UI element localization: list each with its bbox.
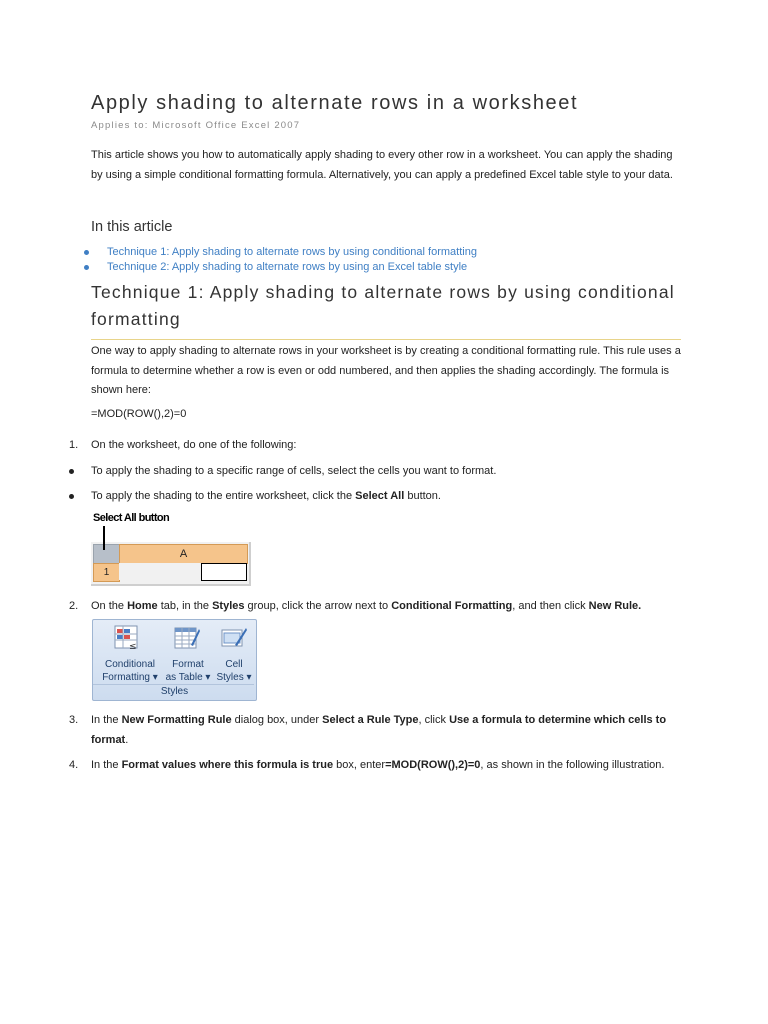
bullet-range-text: To apply the shading to a specific range of cells, select the cells you want to format. <box>91 465 497 477</box>
text-bold: Select a Rule Type <box>322 714 419 726</box>
format-as-table-dropdown[interactable]: as Table ▾ <box>165 672 211 683</box>
step-number: 2. <box>69 600 79 612</box>
text-run: To apply the shading to the entire worksheet, click the <box>91 490 356 502</box>
text-run: On the <box>91 600 128 612</box>
format-as-table-label: Format <box>172 659 204 670</box>
conditional-formatting-icon <box>114 625 140 651</box>
cell-styles-dropdown[interactable]: Styles ▾ <box>216 672 252 683</box>
conditional-formatting-dropdown[interactable]: Formatting ▾ <box>102 672 158 683</box>
toc-link-label: Technique 2: Apply shading to alternate rows by using an Excel table style <box>107 261 468 273</box>
text-bold: New Rule. <box>588 600 642 612</box>
bullet-icon <box>69 469 74 474</box>
active-cell[interactable] <box>201 563 247 581</box>
bullet-select-all-text <box>91 487 681 507</box>
select-all-button[interactable] <box>93 544 120 564</box>
step-number: 4. <box>69 759 79 771</box>
conditional-formatting-label: Conditional <box>104 659 156 670</box>
step-3-text <box>91 711 681 750</box>
step-1-text: On the worksheet, do one of the following: <box>91 439 297 451</box>
select-all-figure-label: Select All button <box>93 512 170 524</box>
technique-1-intro: One way to apply shading to alternate rows in your worksheet is by creating a conditional formatting rule. This rule uses a formula to determine whether a row is even or odd numbered, and then applies the shading accordingly. The formula is shown here: <box>91 345 681 396</box>
cell-styles-icon <box>221 625 247 651</box>
text-bold: Conditional Formatting <box>391 600 513 612</box>
toc-link-technique-1[interactable] <box>84 245 477 260</box>
text-run: button. <box>404 490 441 502</box>
in-this-article-heading: In this article <box>91 219 173 235</box>
text-run: box, enter <box>333 759 386 771</box>
applies-to: Applies to: Microsoft Office Excel 2007 <box>91 120 301 131</box>
page-title: Apply shading to alternate rows in a worksheet <box>91 92 579 114</box>
text-bold: Styles <box>212 600 245 612</box>
toc-link-technique-2[interactable] <box>84 260 477 275</box>
text-run: , as shown in the following illustration. <box>480 759 665 771</box>
ribbon-group-label: Styles <box>160 686 189 697</box>
cell-styles-label: Cell <box>225 659 243 670</box>
column-header-a[interactable]: A <box>119 544 248 564</box>
text-bold: Use a formula to determine which cells to format <box>91 714 667 746</box>
step-4-text <box>91 756 681 776</box>
intro-paragraph: This article shows you how to automatically apply shading to every other row in a worksheet. You can apply the shading by using a simple conditional formatting formula. Alternatively, you can apply a predefined Excel table style to your data. <box>91 149 673 181</box>
svg-text:≤: ≤ <box>129 642 137 651</box>
text-run: , and then click <box>512 600 589 612</box>
text-bold: New Formatting Rule <box>121 714 232 726</box>
toc-list <box>84 245 477 275</box>
text-run: group, click the arrow next to <box>244 600 392 612</box>
step-number: 3. <box>69 714 79 726</box>
callout-pointer <box>103 526 105 550</box>
row-header-1[interactable]: 1 <box>93 563 120 582</box>
text-run: tab, in the <box>157 600 213 612</box>
bullet-icon <box>69 494 74 499</box>
bullet-icon <box>84 250 89 255</box>
text-bold: Format values where this formula is true <box>121 759 334 771</box>
formula-text: =MOD(ROW(),2)=0 <box>91 408 187 420</box>
toc-link-label: Technique 1: Apply shading to alternate rows by using conditional formatting <box>107 246 477 258</box>
text-run: , click <box>418 714 450 726</box>
heading-rule <box>91 339 681 340</box>
cell-background <box>119 563 201 580</box>
technique-1-heading: Technique 1: Apply shading to alternate rows by using conditional formatting <box>91 282 675 329</box>
format-as-table-icon <box>174 625 200 651</box>
bullet-icon <box>84 265 89 270</box>
text-bold: Select All <box>355 490 405 502</box>
step-2-text <box>91 597 681 617</box>
step-number: 1. <box>69 439 79 451</box>
ribbon-group-divider <box>93 684 254 685</box>
text-run: In the <box>91 759 122 771</box>
text-run: dialog box, under <box>231 714 323 726</box>
text-bold: =MOD(ROW(),2)=0 <box>385 759 481 771</box>
text-bold: Home <box>127 600 158 612</box>
text-run: In the <box>91 714 122 726</box>
text-run: . <box>125 733 129 746</box>
